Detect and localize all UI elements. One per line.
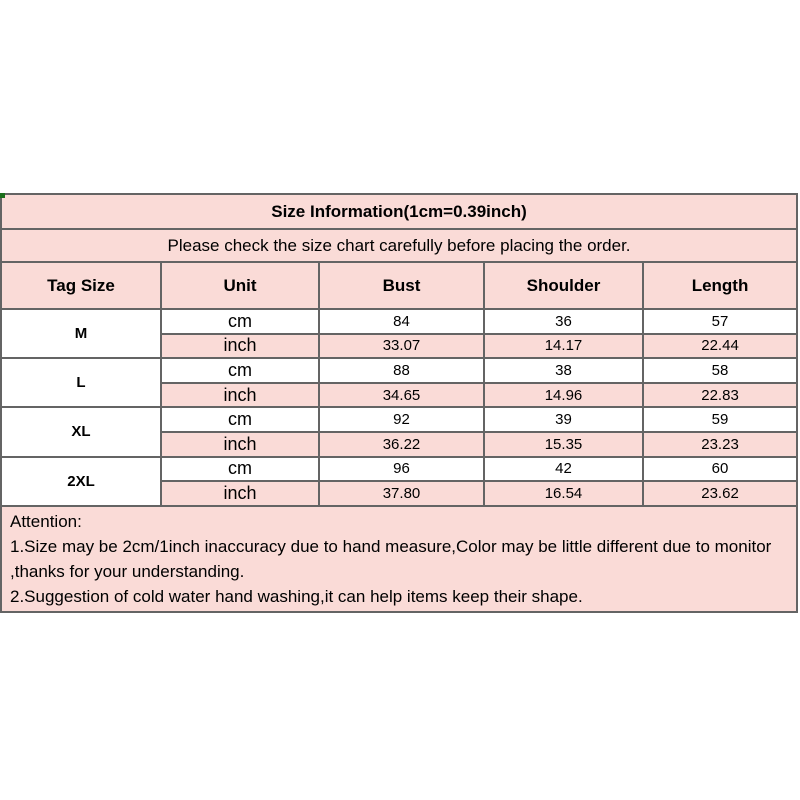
- bust-value: 84: [319, 309, 484, 334]
- unit-cell: cm: [161, 407, 319, 432]
- chart-title: Size Information(1cm=0.39inch): [1, 194, 797, 229]
- bust-value: 88: [319, 358, 484, 383]
- col-header-bust: Bust: [319, 262, 484, 309]
- table-row: [1, 309, 797, 334]
- tag-size-cell: L: [1, 358, 161, 407]
- shoulder-value: 42: [484, 457, 643, 482]
- length-value: 23.62: [643, 481, 797, 506]
- unit-cell: cm: [161, 309, 319, 334]
- attention-box: [1, 506, 797, 612]
- header-row: [1, 262, 797, 309]
- bust-value: 34.65: [319, 383, 484, 408]
- chart-subtitle: Please check the size chart carefully before placing the order.: [1, 229, 797, 262]
- col-header-shoulder: Shoulder: [484, 262, 643, 309]
- length-value: 59: [643, 407, 797, 432]
- table-row: [1, 407, 797, 432]
- col-header-tag-size: Tag Size: [1, 262, 161, 309]
- attention-line-2: ,thanks for your understanding.: [10, 561, 245, 581]
- unit-cell: cm: [161, 358, 319, 383]
- shoulder-value: 14.17: [484, 334, 643, 359]
- size-chart-table: [0, 193, 798, 613]
- green-corner-artifact: [0, 193, 5, 198]
- length-value: 57: [643, 309, 797, 334]
- length-value: 23.23: [643, 432, 797, 457]
- bust-value: 37.80: [319, 481, 484, 506]
- tag-size-cell: M: [1, 309, 161, 358]
- shoulder-value: 14.96: [484, 383, 643, 408]
- table-row: [1, 358, 797, 383]
- bust-value: 33.07: [319, 334, 484, 359]
- unit-cell: cm: [161, 457, 319, 482]
- attention-line-3: 2.Suggestion of cold water hand washing,it can help items keep their shape.: [10, 586, 583, 606]
- tag-size-cell: 2XL: [1, 457, 161, 506]
- table-row: [1, 457, 797, 482]
- col-header-unit: Unit: [161, 262, 319, 309]
- shoulder-value: 16.54: [484, 481, 643, 506]
- bust-value: 92: [319, 407, 484, 432]
- unit-cell: inch: [161, 481, 319, 506]
- length-value: 22.83: [643, 383, 797, 408]
- shoulder-value: 36: [484, 309, 643, 334]
- unit-cell: inch: [161, 383, 319, 408]
- length-value: 60: [643, 457, 797, 482]
- col-header-length: Length: [643, 262, 797, 309]
- tag-size-cell: XL: [1, 407, 161, 456]
- length-value: 22.44: [643, 334, 797, 359]
- length-value: 58: [643, 358, 797, 383]
- shoulder-value: 15.35: [484, 432, 643, 457]
- attention-line-1: 1.Size may be 2cm/1inch inaccuracy due to hand measure,Color may be little different due to monitor: [10, 536, 772, 556]
- subtitle-row: [1, 229, 797, 262]
- shoulder-value: 38: [484, 358, 643, 383]
- attention-heading: Attention:: [10, 511, 82, 531]
- bust-value: 96: [319, 457, 484, 482]
- unit-cell: inch: [161, 432, 319, 457]
- bust-value: 36.22: [319, 432, 484, 457]
- title-row: [1, 194, 797, 229]
- unit-cell: inch: [161, 334, 319, 359]
- shoulder-value: 39: [484, 407, 643, 432]
- attention-row: [1, 506, 797, 612]
